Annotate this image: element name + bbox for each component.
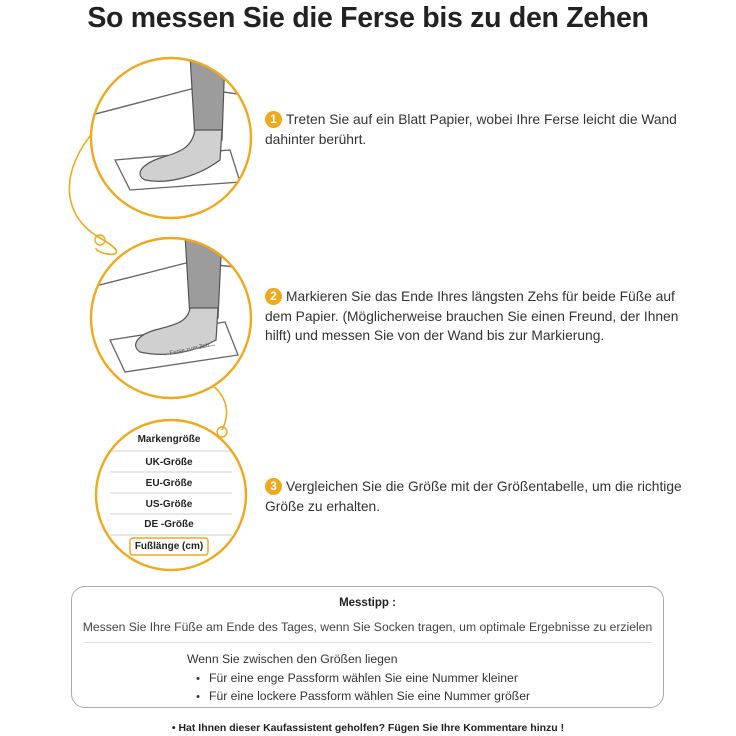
step-3	[265, 477, 685, 516]
step-text: Markieren Sie das Ende Ihres längsten Zehs für beide Füße auf dem Papier. (Möglicherweise brauchen Sie einen Freund, der Ihnen hilft) und messen Sie von der Wand bis zur Markierung.	[265, 289, 679, 343]
measuring-tip-box	[71, 586, 664, 708]
page-title: So messen Sie die Ferse bis zu den Zehen	[87, 2, 649, 34]
divider	[84, 642, 651, 643]
bullet-icon: •	[196, 691, 200, 703]
tip-title: Messtipp :	[339, 597, 396, 609]
step-1	[265, 110, 685, 149]
step-number-badge: 3	[265, 478, 282, 495]
step-2	[265, 287, 685, 346]
size-table-row: UK-Größe	[145, 457, 193, 468]
tip-subheading: Wenn Sie zwischen den Größen liegen	[187, 652, 398, 666]
size-table-row: DE -Größe	[144, 519, 194, 530]
size-table-row: Markengröße	[137, 434, 201, 445]
feedback-prompt: • Hat Ihnen dieser Kaufassistent geholfen? Fügen Sie Ihre Kommentare hinzu !	[171, 722, 565, 734]
size-table-row: EU-Größe	[145, 478, 193, 489]
list-item: • Für eine lockere Passform wählen Sie eine Nummer größer	[187, 688, 530, 706]
paper-label: Ferse zum Zeh	[169, 342, 210, 357]
tip-text: Messen Sie Ihre Füße am Ende des Tages, wenn Sie Socken tragen, um optimale Ergebnisse zu erzielen	[82, 620, 653, 634]
size-table-row: US-Größe	[145, 499, 193, 510]
size-table-row: Fußlänge (cm)	[134, 541, 204, 552]
step-text: Treten Sie auf ein Blatt Papier, wobei Ihre Ferse leicht die Wand dahinter berührt.	[265, 112, 677, 147]
list-item: • Für eine enge Passform wählen Sie eine Nummer kleiner	[187, 670, 530, 688]
step-text: Vergleichen Sie die Größe mit der Größentabelle, um die richtige Größe zu erhalten.	[265, 479, 682, 514]
tip-list	[187, 670, 530, 706]
bullet-icon: •	[196, 673, 200, 685]
step-number-badge: 1	[265, 111, 282, 128]
step-number-badge: 2	[265, 288, 282, 305]
